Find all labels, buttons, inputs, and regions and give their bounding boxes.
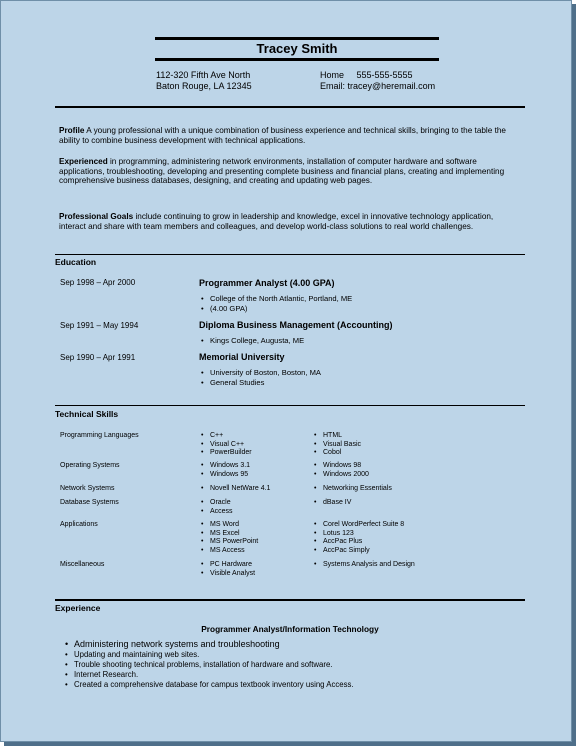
list-item: • dBase IV [312, 499, 351, 508]
list-item: • MS Word [199, 521, 258, 530]
list-item: • MS PowerPoint [199, 538, 258, 547]
list-item: • HTML [312, 432, 361, 441]
education-heading: Education [55, 257, 97, 267]
skill-category: Miscellaneous [60, 561, 105, 568]
education-details [199, 368, 321, 387]
name-top-rule [155, 37, 439, 40]
skill-category: Applications [60, 521, 98, 528]
list-item: • Windows 98 [312, 462, 369, 471]
list-item: • Networking Essentials [312, 485, 392, 494]
goals-text: include continuing to grow in leadership and knowledge, excel in innovative technology application, interact and share with team members and colleagues, and develop world-class solutions to real world challenges. [59, 212, 494, 231]
experienced-paragraph [59, 157, 521, 186]
email: Email: tracey@heremail.com [320, 81, 436, 91]
list-item: • MS Access [199, 547, 258, 556]
list-item: • MS Excel [199, 530, 258, 539]
education-divider [55, 254, 525, 255]
education-title: Memorial University [199, 352, 285, 362]
experience-list [63, 639, 354, 690]
list-item: • AccPac Plus [312, 538, 404, 547]
list-item: • Access [199, 508, 233, 517]
skill-list [199, 432, 252, 458]
list-item: • (4.00 GPA) [199, 304, 352, 314]
skill-category: Database Systems [60, 499, 119, 506]
list-item: • Visual Basic [312, 441, 361, 450]
list-item: • Visible Analyst [199, 570, 255, 579]
list-item: • Administering network systems and troubleshooting [63, 639, 354, 650]
address-line-1: 112-320 Fifth Ave North [156, 70, 251, 80]
list-item: • AccPac Simply [312, 547, 404, 556]
skill-list [199, 499, 233, 516]
list-item: • Windows 95 [199, 471, 250, 480]
phone: Home 555-555-5555 [320, 70, 413, 80]
address [156, 70, 252, 92]
skill-category: Operating Systems [60, 462, 120, 469]
skill-category: Network Systems [60, 485, 115, 492]
list-item: • Kings College, Augusta, ME [199, 336, 304, 346]
skill-list [312, 462, 369, 479]
skill-list [199, 462, 250, 479]
profile-paragraph [59, 126, 521, 145]
skill-category: Programming Languages [60, 432, 139, 439]
header-divider [55, 106, 525, 108]
list-item: • PC Hardware [199, 561, 255, 570]
education-date: Sep 1991 – May 1994 [60, 321, 139, 330]
skill-list [312, 485, 392, 494]
list-item: • Updating and maintaining web sites. [63, 650, 354, 660]
list-item: • Internet Research. [63, 670, 354, 680]
name-bottom-rule [155, 58, 439, 61]
address-line-2: Baton Rouge, LA 12345 [156, 81, 252, 91]
list-item: • Visual C++ [199, 441, 252, 450]
experience-divider [55, 599, 525, 601]
list-item: • Cobol [312, 449, 361, 458]
list-item: • Lotus 123 [312, 530, 404, 539]
list-item: • University of Boston, Boston, MA [199, 368, 321, 378]
profile-label: Profile [59, 126, 85, 135]
list-item: • General Studies [199, 378, 321, 388]
list-item: • Systems Analysis and Design [312, 561, 415, 570]
list-item: • Novell NetWare 4.1 [199, 485, 270, 494]
job-title: Programmer Analyst/Information Technology [201, 624, 379, 634]
list-item: • C++ [199, 432, 252, 441]
experienced-text: in programming, administering network environments, installation of computer hardware and software applications, troubleshooting, developing and presenting complete business and financial plans, creating and implementing comprehensive business databases, designing, and creating and updating web pages. [59, 157, 505, 185]
skill-list [312, 561, 415, 570]
experienced-label: Experienced [59, 157, 108, 166]
education-title: Programmer Analyst (4.00 GPA) [199, 278, 335, 288]
list-item: • College of the North Atlantic, Portland, ME [199, 294, 352, 304]
skill-list [312, 499, 351, 508]
skills-heading: Technical Skills [55, 409, 119, 419]
candidate-name: Tracey Smith [256, 41, 338, 56]
goals-label: Professional Goals [59, 212, 134, 221]
list-item: • Corel WordPerfect Suite 8 [312, 521, 404, 530]
skill-list [312, 521, 404, 555]
education-date: Sep 1990 – Apr 1991 [60, 353, 136, 362]
skills-divider [55, 405, 525, 406]
skill-list [199, 561, 255, 578]
goals-paragraph [59, 212, 521, 231]
skill-list [199, 521, 258, 555]
education-details [199, 294, 352, 313]
skill-list [312, 432, 361, 458]
list-item: • Oracle [199, 499, 233, 508]
experience-heading: Experience [55, 603, 101, 613]
profile-text: A young professional with a unique combination of business experience and technical skills, bringing to the table the ability to combine business development with technical applications. [59, 126, 506, 145]
list-item: • Trouble shooting technical problems, installation of hardware and software. [63, 660, 354, 670]
skill-list [199, 485, 270, 494]
education-title: Diploma Business Management (Accounting) [199, 320, 393, 330]
list-item: • Created a comprehensive database for campus textbook inventory using Access. [63, 680, 354, 690]
list-item: • Windows 3.1 [199, 462, 250, 471]
education-details [199, 336, 304, 346]
contact-info [320, 70, 435, 92]
education-date: Sep 1998 – Apr 2000 [60, 278, 136, 287]
list-item: • Windows 2000 [312, 471, 369, 480]
list-item: • PowerBuilder [199, 449, 252, 458]
